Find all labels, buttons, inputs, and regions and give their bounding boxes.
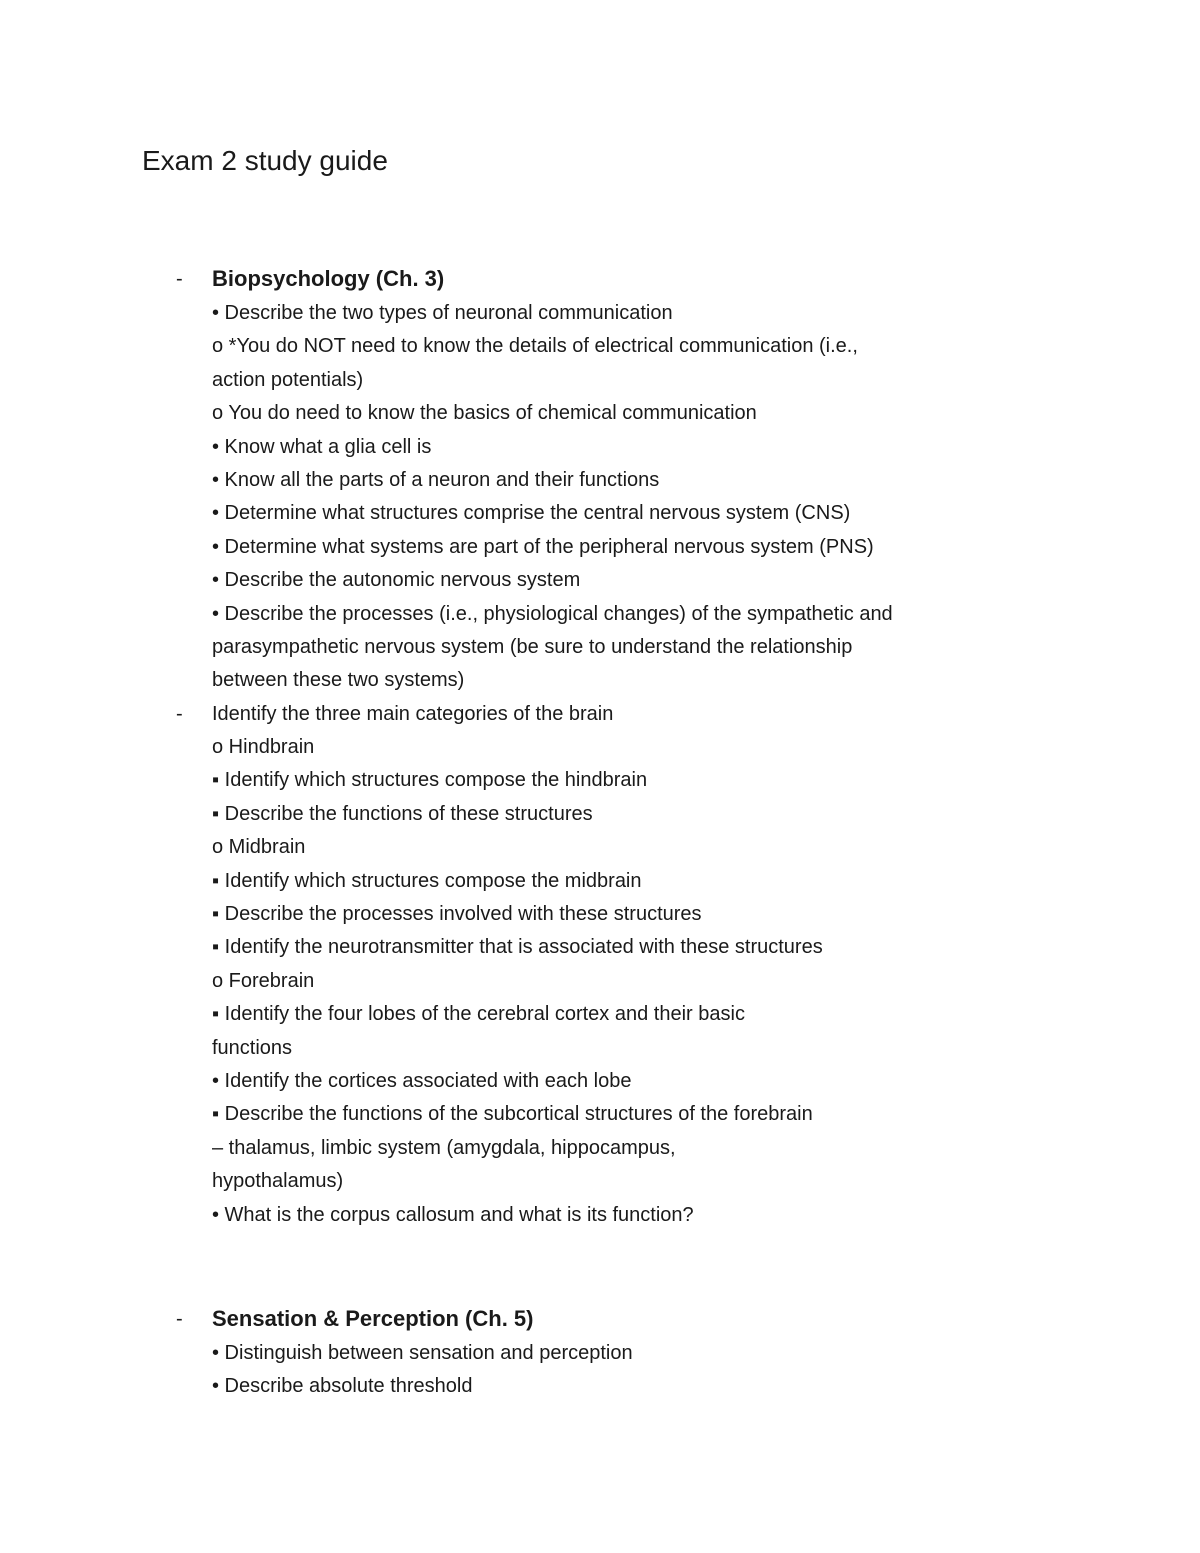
outline-line [0, 865, 1200, 898]
dash-marker: - [176, 1308, 183, 1330]
outline-line-text: Identify the three main categories of the brain [212, 702, 614, 725]
outline-line-text: ▪ Identify which structures compose the hindbrain [212, 769, 648, 792]
outline-line-text: between these two systems) [212, 669, 465, 692]
outline-line [0, 631, 1200, 664]
outline-line [0, 531, 1200, 564]
outline-line [0, 397, 1200, 430]
outline-line-text: • Determine what systems are part of the peripheral nervous system (PNS) [212, 535, 874, 558]
outline-line-text: • Describe the autonomic nervous system [212, 569, 581, 592]
document-title: Exam 2 study guide [142, 145, 388, 176]
outline-line-text: • Determine what structures comprise the central nervous system (CNS) [212, 502, 851, 525]
outline-line-text: o Hindbrain [212, 736, 315, 759]
outline-line [0, 1098, 1200, 1131]
outline-line [0, 1370, 1200, 1403]
outline-line [0, 898, 1200, 931]
outline-line-text: • Describe the processes (i.e., physiological changes) of the sympathetic and [212, 602, 893, 625]
section-heading [0, 1301, 1200, 1337]
outline-line-text: • Describe absolute threshold [212, 1375, 473, 1398]
outline-line-text: – thalamus, limbic system (amygdala, hippocampus, [212, 1136, 676, 1159]
outline-line-text: • Identify the cortices associated with each lobe [212, 1069, 632, 1092]
outline-line [0, 1032, 1200, 1065]
outline-line [0, 464, 1200, 497]
outline-line-text: • Know all the parts of a neuron and their functions [212, 468, 660, 491]
dash-marker: - [176, 702, 183, 725]
outline-line-text: parasympathetic nervous system (be sure to understand the relationship [212, 635, 853, 658]
outline-line [0, 497, 1200, 530]
outline-line-text: • Describe the two types of neuronal communication [212, 302, 673, 324]
outline-line [0, 598, 1200, 631]
outline-line [0, 1165, 1200, 1198]
outline-line-text: hypothalamus) [212, 1170, 344, 1193]
outline-line [0, 1065, 1200, 1098]
outline-line-text: • What is the corpus callosum and what is its function? [212, 1203, 694, 1226]
outline-line-text: • Know what a glia cell is [212, 435, 432, 458]
outline-line-text: • Distinguish between sensation and perception [212, 1342, 633, 1364]
section-heading [0, 261, 1200, 297]
outline-line [0, 297, 1200, 330]
outline-line-text: ▪ Describe the functions of the subcortical structures of the forebrain [212, 1103, 813, 1126]
outline-line [0, 1132, 1200, 1165]
outline-line [0, 330, 1200, 363]
outline-line-text: action potentials) [212, 368, 364, 391]
outline-line [0, 698, 1200, 731]
outline-line [0, 931, 1200, 964]
outline-line-text: o Forebrain [212, 969, 315, 992]
outline-line [0, 1337, 1200, 1370]
outline-line [0, 798, 1200, 831]
outline-line-text: ▪ Identify the four lobes of the cerebral cortex and their basic [212, 1003, 745, 1026]
section-heading-text: Sensation & Perception (Ch. 5) [212, 1306, 534, 1331]
outline-line [0, 764, 1200, 797]
outline-line [0, 664, 1200, 697]
outline-line-text: o Midbrain [212, 836, 306, 859]
outline-line-text: ▪ Describe the functions of these structures [212, 802, 593, 825]
outline-line [0, 364, 1200, 397]
outline-line-text: functions [212, 1036, 293, 1059]
outline-line-text: o You do need to know the basics of chemical communication [212, 402, 757, 425]
outline-line [0, 998, 1200, 1031]
section-heading-text: Biopsychology (Ch. 3) [212, 266, 445, 291]
outline-line [0, 831, 1200, 864]
outline-line-text: ▪ Describe the processes involved with these structures [212, 903, 702, 926]
outline-line [0, 564, 1200, 597]
outline-line [0, 431, 1200, 464]
outline-line-text: ▪ Identify the neurotransmitter that is associated with these structures [212, 936, 823, 959]
dash-marker: - [176, 268, 183, 290]
outline-line [0, 965, 1200, 998]
outline-line-text: o *You do NOT need to know the details of electrical communication (i.e., [212, 335, 858, 358]
section-sensation-perception [0, 1301, 1200, 1404]
outline-line-text: ▪ Identify which structures compose the midbrain [212, 869, 642, 892]
outline-line [0, 731, 1200, 764]
outline-line [0, 1199, 1200, 1232]
section-biopsychology [0, 261, 1200, 1232]
